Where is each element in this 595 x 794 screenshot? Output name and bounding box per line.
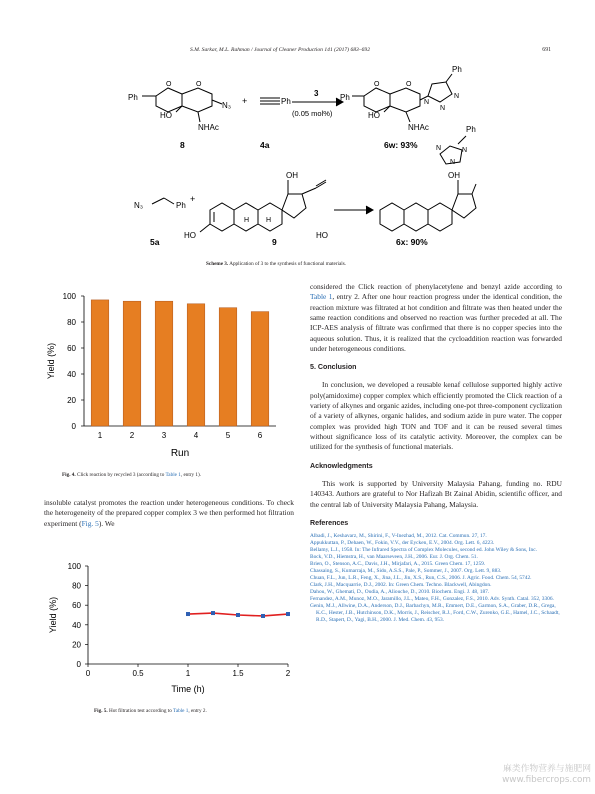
compound-label-9: 9 [272,237,277,247]
compound-label-4a: 4a [260,140,270,150]
x-tick-label: 1.5 [232,669,244,678]
x-tick-label: 3 [161,431,167,440]
plus-sign: + [242,96,248,106]
reference-item[interactable]: Bellamy, L.J., 1958. In: The Infrared Spectra of Complex Molecules, second ed. John Wiley & Sons, Inc. [310,546,537,553]
atom-o: O [406,81,412,88]
bar [219,308,237,426]
atom-nhac: NHAc [408,123,429,132]
atom-ph: Ph [281,97,291,106]
compound-label-6x: 6x: 90% [396,237,428,247]
reference-item[interactable]: Chuan, F.L., Jun, L.R., Feng, X., Jina, J.L., Jin, X.S., Run, C.S., 2006. J. Agric. Food. Chem. 54, 5742. [310,574,532,581]
y-tick-label: 80 [72,581,81,591]
compound-label-5a: 5a [150,237,160,247]
bar [91,300,109,426]
page-number: 691 [542,47,551,53]
atom-ho: HO [368,111,380,120]
y-tick-label: 80 [67,318,76,327]
figure-4-caption: Fig. 4. Click reaction by recycled 3 (according to Table 1, entry 1). [62,472,202,478]
x-axis-label: Run [170,448,190,459]
reagent-loading: (0.05 mol%) [292,109,333,118]
atom-h: H [244,217,250,224]
table-link[interactable]: Table 1 [173,708,189,714]
table-link[interactable]: Table 1 [165,472,181,478]
plus-sign: + [190,194,196,204]
bond [198,112,200,122]
compound-label-8: 8 [180,140,185,150]
x-tick-label: 2 [129,431,135,440]
y-tick-label: 0 [71,422,76,431]
figure-5-caption: Fig. 5. Hot filtration test according to Table 1, entry 2. [94,708,207,714]
bar [123,301,141,426]
reaction-scheme [120,60,480,265]
atom-nhac: NHAc [198,123,219,132]
x-tick-label: 5 [225,431,231,440]
reference-item[interactable]: Bock, V.D., Hiemstra, H., van Maarseveen, J.H., 2006. Eur. J. Org. Chem. 51. [310,553,478,560]
figure-4-bar-chart [44,286,294,466]
compound-label-6w: 6w: 93% [384,140,418,150]
x-tick-label: 1 [97,431,103,440]
right-column [310,282,562,624]
reagent-number: 3 [314,89,319,98]
atom-oh: OH [286,171,298,180]
conclusion-heading: 5. Conclusion [310,363,357,372]
atom-ph: Ph [340,93,350,102]
y-axis-label: Yield (%) [48,596,58,634]
reference-item[interactable]: Brien, O., Stenson, A.C., Davis, J.H., Mirjafari, A., 2015. Green Chem. 17, 1259. [310,560,486,567]
y-tick-label: 20 [72,640,81,650]
reference-item[interactable]: Appukkuttan, P., Dehaen, W., Fokin, V.V., der Eycken, E.V., 2004. Org. Lett. 6, 4223. [310,539,495,546]
atom-o: O [196,81,202,88]
references-heading: References [310,518,349,527]
watermark: 麻类作物营养与施肥网 www.fibercrops.com [502,764,591,785]
reference-item[interactable]: Dahou, W., Ghemati, D., Oudia, A., Aliouche, D., 2010. Biochem. Engi. J. 48, 187. [310,588,490,595]
data-point [261,614,265,618]
atom-n: N [462,147,468,154]
atom-ho: HO [184,231,196,240]
y-tick-label: 20 [67,396,76,405]
atom-o: O [166,81,172,88]
pyranose-ring [182,88,212,112]
acknowledgments-paragraph: This work is supported by University Malaysia Pahang, funding no. RDU 140343. Authors are grateful to Nor Hafizah Bt Zainal Abidin, scientific officer, and the central lab of University Malaysia Pahang, Malaysia. [310,478,562,509]
atom-ph: Ph [452,65,462,74]
data-point [186,612,190,616]
bar [187,304,205,426]
data-point [211,611,215,615]
y-axis-label: Yield (%) [46,342,56,380]
atom-ph: Ph [128,93,138,102]
atom-n: N [454,93,460,100]
left-paragraph: insoluble catalyst promotes the reaction under heterogeneous conditions. To check the heterogeneity of the prepared copper complex 3 we then performed hot filtration experiment (Fig. 5). We [44,498,294,528]
x-tick-label: 1 [185,669,191,678]
atom-n3: N₃ [222,101,232,110]
triazole-ring [428,82,452,102]
atom-n: N [436,145,442,152]
reference-item[interactable]: Albadi, J., Keshavarz, M., Shirini, F., V-Inezhad, M., 2012. Cat. Commun. 27, 17. [310,532,487,539]
y-tick-label: 60 [72,601,81,611]
figure-5-line-chart [44,556,294,704]
y-tick-label: 100 [62,292,76,301]
atom-n3: N₃ [134,201,144,210]
x-tick-label: 6 [257,431,263,440]
figure-link[interactable]: Fig. 5 [81,518,99,528]
dioxane-ring [156,88,182,112]
data-point [236,613,240,617]
x-tick-label: 4 [193,431,199,440]
atom-ho: HO [160,111,172,120]
atom-o: O [374,81,380,88]
atom-n: N [440,105,446,112]
table-link[interactable]: Table 1 [310,292,333,302]
reference-item[interactable]: Clark, J.H., Macquarrie, D.J., 2002. In: Green Chem. Techno. Blackwell, Abingdon. [310,581,492,588]
acknowledgments-heading: Acknowledgments [310,461,373,470]
x-tick-label: 0.5 [132,669,144,678]
y-tick-label: 60 [67,344,76,353]
scheme-caption: Scheme 3. Application of 3 to the synthesis of functional materials. [206,261,347,267]
conclusion-paragraph: In conclusion, we developed a reusable kenaf cellulose supported highly active poly(amidoxime) copper complex which efficiently promoted the Click reaction of a variety of alkynes and organic azides, including one-pot three-component cyclization of a variety of alkynes, organic halides, and sodium azide in pure water. The copper complex was provided high TON and TOF and it can be reused several times without significance loss of its catalytic activity. Moreover, the complex can be utilized for the synthesis of functional materials. [310,380,562,452]
bar [155,301,173,426]
x-tick-label: 0 [85,669,91,678]
y-tick-label: 0 [76,660,81,669]
reference-item[interactable]: Chassaing, S., Kumarraja, M., Sido, A.S.S., Pale, P., Sommer, J., 2007. Org. Lett. 9, 883. [310,567,502,574]
atom-ph: Ph [466,125,476,134]
x-axis-label: Time (h) [171,684,205,694]
y-tick-label: 100 [67,562,81,571]
atom-oh: OH [448,171,460,180]
reference-item[interactable]: Fernandez, A.M., Munoz, M.O., Jaramillo, J.L., Mateo, F.H., Gonzalez, F.S., 2010. Adv. Synth. Catal. 352, 3306. [310,595,554,602]
y-tick-label: 40 [67,370,76,379]
data-point [286,612,290,616]
discussion-paragraph: considered the Click reaction of phenylacetylene and benzyl azide according to Table 1, entry 2. After one hour reaction progress under the identical condition, the reaction mixture was filtrated at hot condition and filtrate was then heated under the same reaction conditions and observed no reaction was further preceded at all. The ICP-AES analysis of filtrate was confirmed that there is no copper species into the aqueous solution. Thus, it is realized that the cycloaddition reaction was forwarded under heterogeneous conditions. [310,282,562,354]
atom-ph: Ph [176,201,186,210]
bar [251,312,269,426]
atom-n: N [450,159,456,166]
y-tick-label: 40 [72,620,81,630]
running-title: S.M. Sarkar, M.L. Rahman / Journal of Cleaner Production 141 (2017) 683–692 [190,47,371,53]
atom-ho: HO [316,231,328,240]
reference-list [310,533,562,624]
reference-item[interactable]: Genin, M.J., Allwine, D.A., Anderson, D.J., Barbachyn, M.R., Emmert, D.E., Garmon, S.A., Graber, D.R., Grega, K.C., Hester, J.B., Hutchinson, D.K., Morris, J., Reischer, R.J., Ford, C.W., Zurenko, G.E., Hamel, J.C., Schaadt, R.D., Stapert, D., Yagi, B.H., 2000. J. Med. Chem. 43, 953. [310,602,560,623]
atom-h: H [266,217,272,224]
atom-n: N [424,99,430,106]
bond [212,100,222,104]
x-tick-label: 2 [285,669,291,678]
